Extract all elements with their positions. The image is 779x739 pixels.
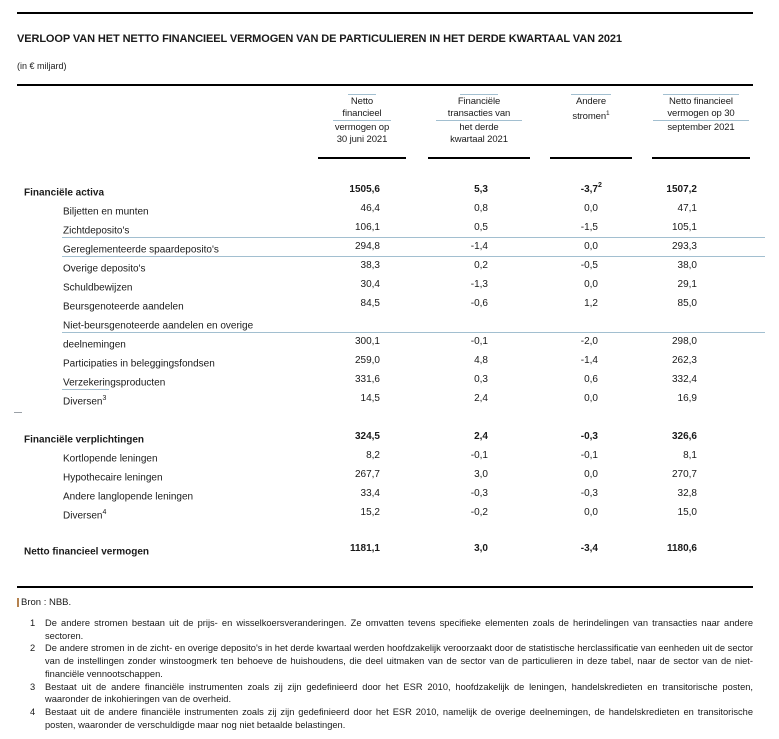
row-value-transactions: -0,1 [470,336,488,347]
row-value-june: 30,4 [360,279,380,290]
row-value-september: 85,0 [677,298,697,309]
row-value-transactions: 0,8 [474,203,488,214]
row-value-june: 1181,1 [349,543,380,554]
row-label: Hypothecaire leningen [63,472,163,484]
row-value-other-flows: -0,5 [580,260,598,271]
column-header-other-flows: Andere stromen$^1$ [550,88,632,159]
source-text: Bron : NBB. [21,597,72,608]
row-value-september: 262,3 [671,355,697,366]
row-value-june: 15,2 [360,507,380,518]
row-value-transactions: 2,4 [474,393,488,404]
top-rule [17,12,753,14]
row-value-september: 29,1 [677,279,697,290]
footnote-ref: 4 [102,509,107,516]
row-value-transactions: -0,2 [470,507,488,518]
table-row [17,465,753,484]
table-row [17,389,753,408]
table-row [17,484,753,503]
header-overline [663,94,739,95]
row-value-other-flows: 0,0 [584,393,598,404]
row-value-other-flows: 0,6 [584,374,598,385]
row-value-transactions: 3,0 [474,543,488,554]
row-value-september: 32,8 [677,488,697,499]
footnote-item [17,706,753,731]
header-midline [333,120,391,121]
row-value-transactions: -0,3 [470,488,488,499]
table-top-rule [17,84,753,86]
row-value-other-flows: 0,0 [584,507,598,518]
row-value-september: 1180,6 [666,543,697,554]
row-value-june: 106,1 [354,222,380,233]
row-label: Financiële activa [24,187,105,199]
row-label: deelnemingen [63,339,126,351]
row-value-september: 15,0 [677,507,697,518]
footnote-text: De andere stromen in de zicht- en overige deposito's in het derde kwartaal werden hoofdzakelijk veroorzaakt door de statistische herclassificatie van eenheden uit de sector van de instellingen zonder winstoogmerk ten behoeve de huishoudens, die deel uitmaken van de sector van de particulieren in deze tabel, naar de sector van de niet-financiële vennootschappen. [45,643,753,679]
row-value-june: 300,1 [354,336,380,347]
footnote-number: 3 [30,681,36,692]
row-value-transactions: -0,1 [470,450,488,461]
row-value-transactions: -0,6 [470,298,488,309]
row-value-september: 332,4 [671,374,697,385]
row-label: Overige deposito's [63,263,146,275]
table-row [17,539,753,558]
row-label: Kortlopende leningen [63,453,158,465]
table-row [17,351,753,370]
footnote-text: Bestaat uit de andere financiële instrumenten zoals zij zijn gedefinieerd door het ESR 2010, hoofdzakelijk de leningen, handelskredieten en transitorische posten, waaronder de inkohieringen van de overheid. [45,681,753,705]
column-header-net-assets-september: Netto financieel vermogen op 30 september 2021 [652,88,750,159]
table-row [17,313,753,332]
footnote-item [17,642,753,680]
row-value-june: 267,7 [354,469,380,480]
row-value-june: 8,2 [366,450,380,461]
row-value-transactions: 5,3 [474,184,488,195]
row-value-september: 293,3 [671,241,697,252]
footnote-text: De andere stromen bestaan uit de prijs- en wisselkoersveranderingen. Ze omvatten tevens specifieke elementen zoals de herindelingen van transacties naar andere sectoren. [45,618,753,641]
row-label: Verzekeringsproducten [63,377,166,389]
row-label: Niet-beursgenoteerde aandelen en overige [63,320,254,332]
row-value-september: 270,7 [671,469,697,480]
row-value-june: 14,5 [360,393,380,404]
row-value-other-flows: -3,4 [580,543,598,554]
table-row [17,199,753,218]
row-value-june: 324,5 [354,431,380,442]
table-row [17,218,753,237]
footnote-number: 2 [30,643,36,654]
row-label: Schuldbewijzen [63,282,133,294]
row-value-september: 47,1 [677,203,697,214]
column-header-net-assets-june: Netto financieel vermogen op 30 juni 2021 [318,88,406,159]
table-row [17,237,753,256]
column-header-financial-transactions: Financiële transacties van het derde kwartaal 2021 [428,88,530,159]
row-label: Diversen$^3$ [63,395,107,408]
row-value-september: 8,1 [683,450,697,461]
source-note [17,597,753,608]
row-value-transactions: -1,3 [470,279,488,290]
table-body [17,180,753,558]
row-value-transactions: 0,3 [474,374,488,385]
row-value-other-flows: 0,0 [584,469,598,480]
row-value-other-flows: -0,1 [580,450,598,461]
footnote-item [17,681,753,706]
row-label: Beursgenoteerde aandelen [63,301,184,313]
row-label: Financiële verplichtingen [24,434,145,446]
header-overline [571,94,611,95]
row-value-other-flows: -2,0 [580,336,598,347]
footnote-number: 1 [30,618,36,628]
row-value-transactions: 4,8 [474,355,488,366]
row-label: Zichtdeposito's [63,225,130,237]
row-value-other-flows: 0,0 [584,279,598,290]
row-value-other-flows: 0,0 [584,241,598,252]
row-label: Diversen$^4$ [63,509,107,522]
header-overline [348,94,376,95]
header-midline [653,120,749,121]
table-row [17,370,753,389]
caret-mark [17,598,19,607]
footnote-ref: 3 [102,395,107,402]
row-value-september: 38,0 [677,260,697,271]
footnotes [17,617,753,731]
table-row [17,275,753,294]
row-value-september: 298,0 [671,336,697,347]
row-value-june: 1505,6 [349,184,380,195]
table-row [17,503,753,522]
row-label: Participaties in beleggingsfondsen [63,358,215,370]
footnote-ref: 1 [606,109,610,117]
bottom-rule [17,586,753,588]
header-overline [460,94,498,95]
footnote-ref: 2 [598,182,602,189]
row-value-june: 38,3 [360,260,380,271]
table-row [17,294,753,313]
row-label: Netto financieel vermogen [24,546,150,558]
footnote-text: Bestaat uit de andere financiële instrumenten zoals zij zijn gedefinieerd door het ESR 2010, namelijk de overige deelnemingen, de handelskredieten en transitorische posten, waaronder de verschuldigde maar nog niet betaalde belastingen. [45,706,753,730]
table-row [17,332,753,351]
table-row [17,446,753,465]
artifact-dash [14,412,22,413]
header-midline [436,120,522,121]
row-value-september: 105,1 [671,222,697,233]
footnote-item [17,617,753,642]
row-value-transactions: -1,4 [470,241,488,252]
row-value-september: 326,6 [671,431,697,442]
table-row [17,180,753,199]
row-value-june: 331,6 [354,374,380,385]
page-title: VERLOOP VAN HET NETTO FINANCIEEL VERMOGEN VAN DE PARTICULIEREN IN HET DERDE KWARTAAL VAN 2021 [17,33,622,45]
row-value-june: 84,5 [360,298,380,309]
table-row [17,256,753,275]
row-value-transactions: 0,2 [474,260,488,271]
row-value-transactions: 2,4 [474,431,488,442]
row-value-september: 1507,2 [666,184,697,195]
row-value-june: 46,4 [360,203,380,214]
page-subtitle: (in € miljard) [17,61,67,71]
row-value-other-flows: -1,5 [580,222,598,233]
row-value-other-flows: 1,2 [584,298,598,309]
row-label: Andere langlopende leningen [63,491,194,503]
row-label: Gereglementeerde spaardeposito's [63,244,219,256]
row-label: Biljetten en munten [63,206,149,218]
row-value-june: 259,0 [354,355,380,366]
row-value-june: 33,4 [360,488,380,499]
row-value-other-flows: -3,7 2 [580,182,602,195]
footnote-number: 4 [30,706,36,717]
row-value-other-flows: -0,3 [580,488,598,499]
table-header [17,88,753,159]
row-value-other-flows: -1,4 [580,355,598,366]
row-value-september: 16,9 [677,393,697,404]
row-value-other-flows: -0,3 [580,431,598,442]
row-value-transactions: 0,5 [474,222,488,233]
row-value-june: 294,8 [354,241,380,252]
row-value-other-flows: 0,0 [584,203,598,214]
table-row [17,427,753,446]
row-value-transactions: 3,0 [474,469,488,480]
